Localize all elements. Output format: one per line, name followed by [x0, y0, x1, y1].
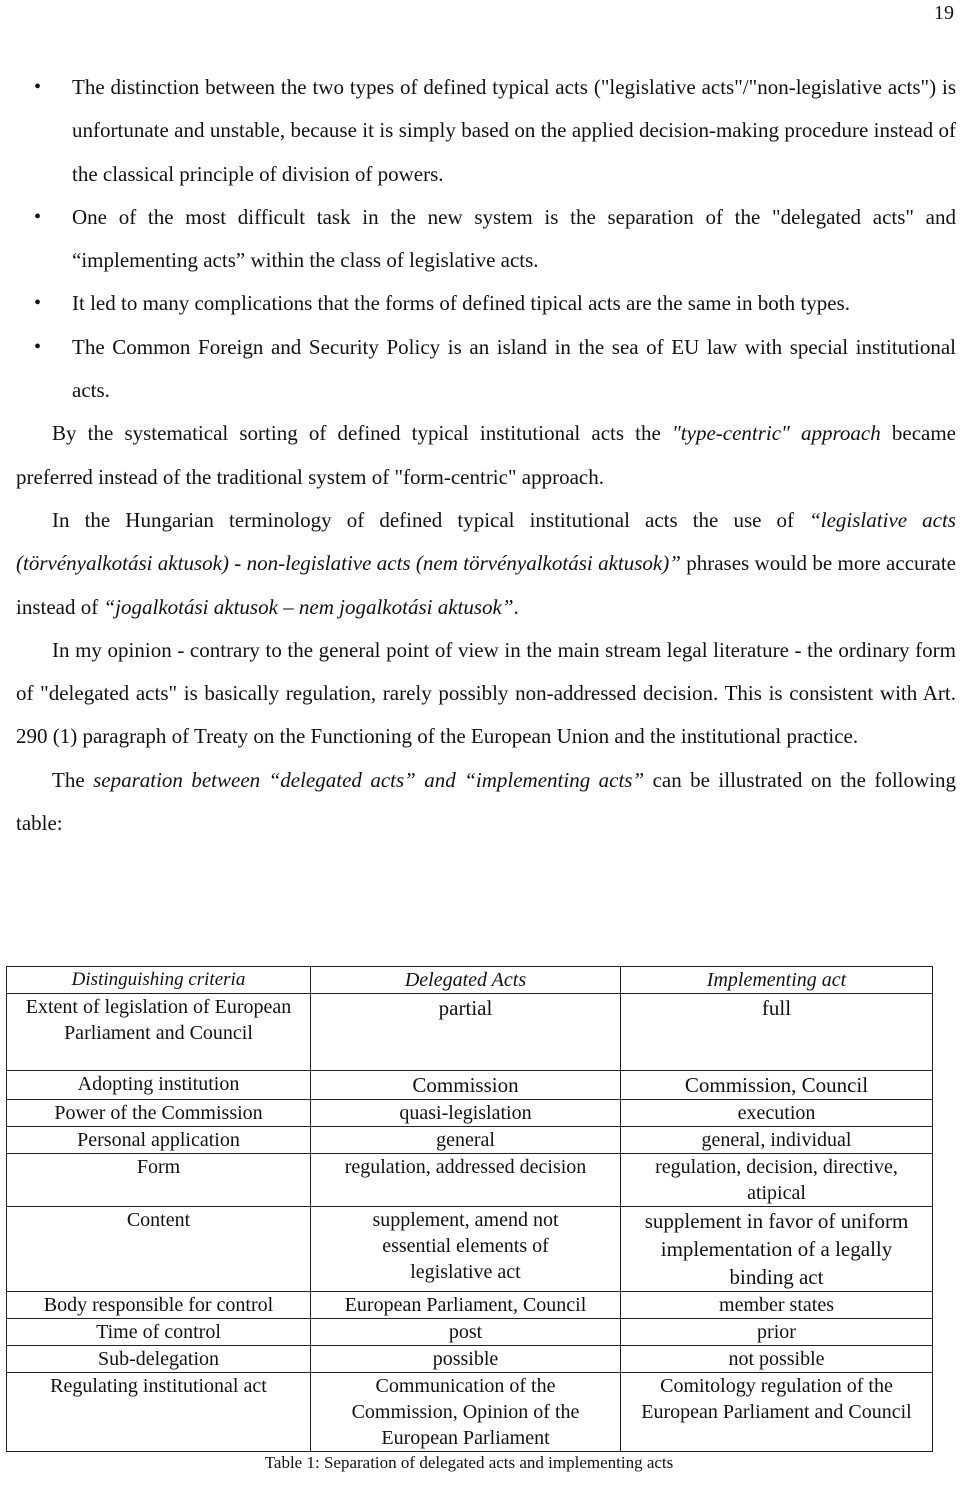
italic-run: “jogalkotási aktusok – nem jogalkotási aktusok” — [103, 594, 514, 619]
table-cell: member states — [621, 1292, 933, 1319]
table-cell: full — [621, 994, 933, 1071]
table-cell: quasi-legislation — [311, 1100, 621, 1127]
table-cell: post — [311, 1319, 621, 1346]
table-caption: Table 1: Separation of delegated acts and implementing acts — [264, 1453, 674, 1472]
table-cell: Commission, Council — [621, 1071, 933, 1100]
column-header: Delegated Acts — [311, 967, 621, 994]
bullet-list — [16, 66, 956, 412]
text-run: . — [513, 594, 519, 619]
table-row — [7, 1071, 933, 1100]
table-cell: supplement, amend not essential elements of legislative act — [311, 1207, 621, 1292]
bullet-icon: • — [34, 205, 42, 228]
bullet-item — [16, 282, 956, 325]
italic-run: separation between “delegated acts” and “implementing acts” — [93, 767, 645, 792]
table-cell: Content — [7, 1207, 311, 1292]
table-cell: Personal application — [7, 1127, 311, 1154]
bullet-text: The Common Foreign and Security Policy is an island in the sea of EU law with special institutional acts. — [72, 334, 956, 403]
table-row — [7, 1127, 933, 1154]
table-cell: regulation, decision, directive, atipical — [621, 1154, 933, 1207]
table-cell: partial — [311, 994, 621, 1071]
text-run: can be illustrated on the following table: — [16, 767, 957, 836]
table-row — [7, 1346, 933, 1373]
table-row — [7, 1207, 933, 1292]
table-cell: Body responsible for control — [7, 1292, 311, 1319]
table-row — [7, 1319, 933, 1346]
table-cell: Regulating institutional act — [7, 1373, 311, 1452]
bullet-icon: • — [34, 335, 42, 358]
text-run: By the systematical sorting of defined typical institutional acts the — [52, 421, 672, 446]
bullet-item — [16, 66, 956, 196]
text-run: phrases would be more accurate instead of — [16, 551, 956, 619]
table-cell: prior — [621, 1319, 933, 1346]
paragraph-hungarian-terminology — [16, 499, 956, 629]
table-cell: not possible — [621, 1346, 933, 1373]
paragraph-type-centric — [16, 412, 956, 499]
bullet-text: It led to many complications that the forms of defined tipical acts are the same in both types. — [72, 291, 850, 316]
table-cell: regulation, addressed decision — [311, 1154, 621, 1207]
table-cell: Time of control — [7, 1319, 311, 1346]
column-header: Implementing act — [621, 967, 933, 994]
bullet-text: The distinction between the two types of defined typical acts ("legislative acts"/"non-legislative acts") is unfortunate and unstable, because it is simply based on the applied decision-making procedure instead of the classical principle of division of powers. — [72, 75, 956, 186]
bullet-item — [16, 196, 956, 283]
table-cell: general — [311, 1127, 621, 1154]
italic-run: "type-centric" approach — [671, 421, 881, 446]
table-cell: execution — [621, 1100, 933, 1127]
text-run: The — [52, 767, 94, 792]
table-cell: supplement in favor of uniform implementation of a legally binding act — [621, 1207, 933, 1292]
table-cell: Sub-delegation — [7, 1346, 311, 1373]
comparison-table-section — [6, 966, 932, 1474]
bullet-text: One of the most difficult task in the new system is the separation of the "delegated acts" and “implementing acts” within the class of legislative acts. — [72, 204, 956, 273]
table-cell: general, individual — [621, 1127, 933, 1154]
bullet-icon: • — [34, 76, 42, 98]
table-row — [7, 1154, 933, 1207]
table-cell: Extent of legislation of European Parliament and Council — [7, 994, 311, 1071]
bullet-item — [16, 326, 956, 413]
table-cell: Power of the Commission — [7, 1100, 311, 1127]
column-header: Distinguishing criteria — [7, 967, 311, 994]
table-cell: Communication of the Commission, Opinion of the European Parliament — [311, 1373, 621, 1452]
paragraph-separation-intro — [16, 759, 956, 846]
bullet-icon: • — [34, 292, 42, 315]
table-cell: European Parliament, Council — [311, 1292, 621, 1319]
table-row — [7, 994, 933, 1071]
table-row — [7, 1100, 933, 1127]
table-row — [7, 1373, 933, 1452]
page-number: 19 — [934, 2, 954, 24]
italic-run: “legislative acts (törvényalkotási aktusok) - non-legislative acts (nem törvényalkotási aktusok)” — [16, 507, 956, 576]
table-cell: Comitology regulation of the European Parliament and Council — [621, 1373, 933, 1452]
paragraph-opinion: In my opinion - contrary to the general point of view in the main stream legal literature - the ordinary form of "delegated acts" is basically regulation, rarely possibly non-addressed decision. This is consistent with Art. 290 (1) paragraph of Treaty on the Functioning of the European Union and the institutional practice. — [16, 637, 956, 749]
text-run: In the Hungarian terminology of defined typical institutional acts the use of — [52, 507, 810, 532]
table-cell: Adopting institution — [7, 1071, 311, 1100]
table-row — [7, 1292, 933, 1319]
table-header-row — [7, 967, 933, 994]
document-body — [16, 66, 956, 845]
text-run: became preferred instead of the traditional system of "form-centric" approach. — [16, 421, 956, 489]
table-cell: Form — [7, 1154, 311, 1207]
table-cell: Commission — [311, 1071, 621, 1100]
table-cell: possible — [311, 1346, 621, 1373]
comparison-table — [6, 966, 933, 1452]
